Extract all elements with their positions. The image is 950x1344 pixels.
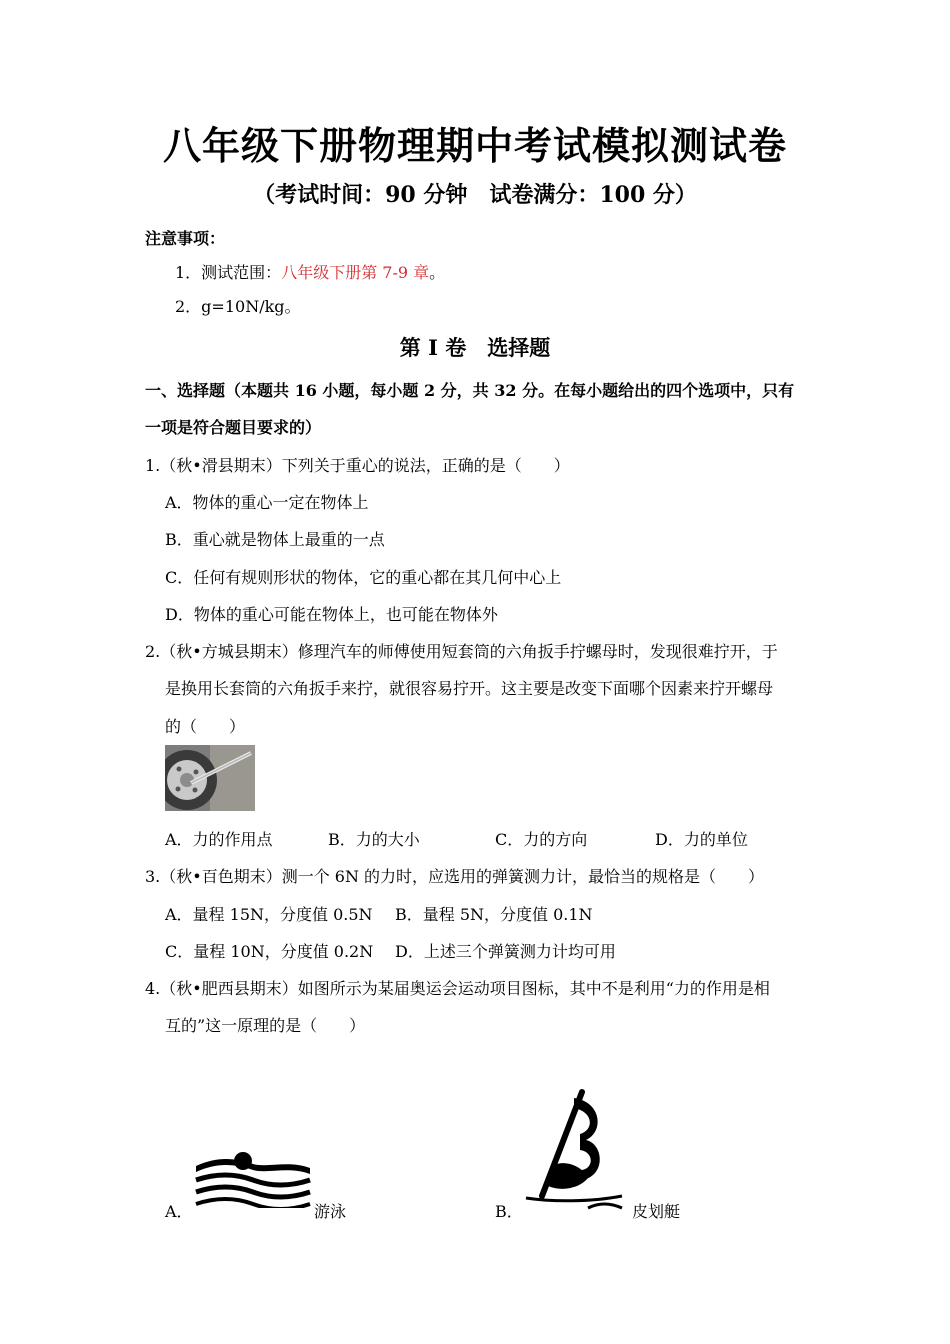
notes-heading: 注意事项： [145, 229, 226, 248]
section-instruction-line-1: 一、选择题（本题共 16 小题，每小题 2 分，共 32 分。在每小题给出的四个选项中，只有 [145, 381, 795, 400]
question-3-option-a: A．量程 15N，分度值 0.5N [165, 905, 373, 924]
question-2-option-a: A．力的作用点 [165, 830, 273, 849]
question-2-stem-line-3: 的（ ） [165, 717, 246, 736]
question-3-stem: 3.（秋•百色期末）测一个 6N 的力时，应选用的弹簧测力计，最恰当的规格是（ ） [145, 867, 765, 886]
question-2-option-c: C．力的方向 [495, 830, 588, 849]
question-2-option-b: B．力的大小 [328, 830, 420, 849]
exam-title: 八年级下册物理期中考试模拟测试卷 [162, 123, 787, 168]
question-2-stem-line-2: 是换用长套筒的六角扳手来拧，就很容易拧开。这主要是改变下面哪个因素来拧开螺母 [165, 679, 774, 698]
question-4-option-a: A． [165, 1202, 193, 1221]
canoe-icon [522, 1088, 632, 1216]
question-1-option-a: A．物体的重心一定在物体上 [165, 493, 369, 512]
note-1-suffix: 。 [429, 263, 446, 282]
question-2-stem-line-1: 2.（秋•方城县期末）修理汽车的师傅使用短套筒的六角扳手拧螺母时，发现很难拧开，于 [145, 642, 778, 661]
note-item-1 [175, 260, 445, 283]
swimming-icon [193, 1146, 313, 1208]
question-2-option-d: D．力的单位 [655, 830, 748, 849]
exam-subtitle: （考试时间：90 分钟 试卷满分：100 分） [253, 182, 697, 208]
canoe-caption: 皮划艇 [632, 1202, 681, 1221]
section-title: 第 I 卷 选择题 [399, 335, 551, 360]
section-instruction-line-2: 一项是符合题目要求的） [145, 418, 322, 437]
question-1-option-d: D．物体的重心可能在物体上，也可能在物体外 [165, 605, 498, 624]
note-1-prefix: 1．测试范围： [175, 263, 282, 282]
question-4-stem-line-1: 4.（秋•肥西县期末）如图所示为某届奥运会运动项目图标，其中不是利用“力的作用是相 [145, 979, 770, 998]
wrench-wheel-illustration [165, 745, 255, 811]
question-3-option-d: D．上述三个弹簧测力计均可用 [395, 942, 616, 961]
question-1-stem: 1.（秋•滑县期末）下列关于重心的说法，正确的是（ ） [145, 456, 570, 475]
question-3-option-c: C．量程 10N，分度值 0.2N [165, 942, 374, 961]
question-3-option-b: B．量程 5N，分度值 0.1N [395, 905, 593, 924]
note-item-2: 2．g=10N/kg。 [175, 297, 301, 316]
question-1-option-b: B．重心就是物体上最重的一点 [165, 530, 385, 549]
question-4-option-b: B． [495, 1202, 523, 1221]
note-1-highlight: 八年级下册第 7-9 章 [281, 263, 430, 282]
question-4-stem-line-2: 互的”这一原理的是（ ） [165, 1016, 366, 1035]
wrench-wheel-photo [165, 745, 255, 811]
swimming-caption: 游泳 [314, 1202, 347, 1221]
question-1-option-c: C．任何有规则形状的物体，它的重心都在其几何中心上 [165, 568, 562, 587]
